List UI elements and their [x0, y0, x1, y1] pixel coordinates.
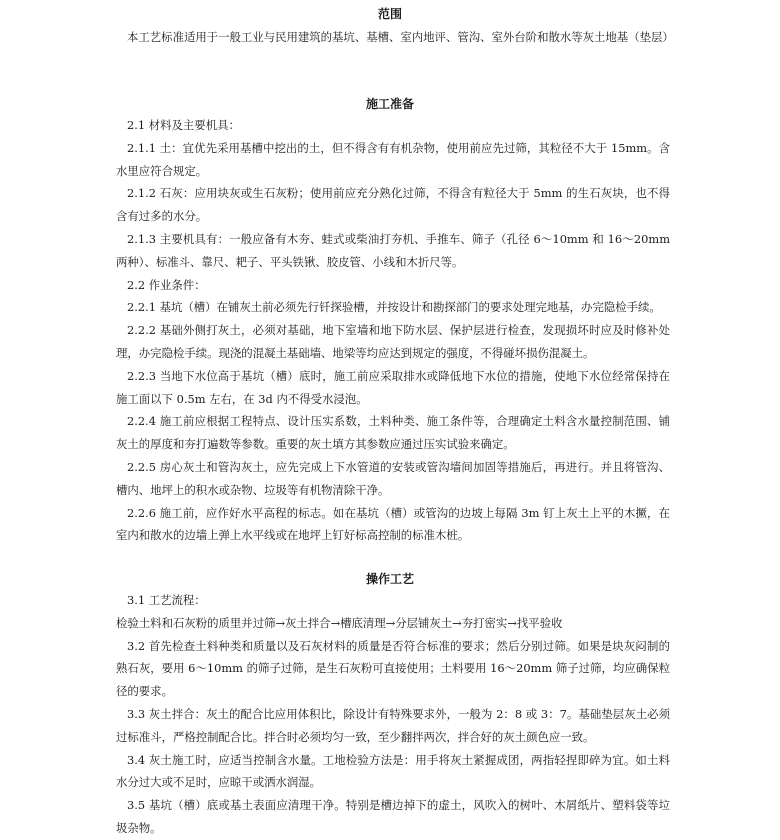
para-2-2-2: 2.2.2 基础外侧打灰土，必须对基础，地下室墙和地下防水层、保护层进行检查，发现损坏时应及时修补处理，办完隐检手续。现浇的混凝土基础墙、地梁等均应达到规定的强度，不得碰坏损伤混凝土。: [116, 323, 670, 360]
para-2-2-6: 2.2.6 施工前，应作好水平高程的标志。如在基坑（槽）或管沟的边坡上每隔 3m 钉上灰土上平的木撅，在室内和散水的边墙上弹上水平线或在地坪上钉好标高控制的标准木桩。: [116, 505, 670, 543]
process-flow: 检验土料和石灰粉的质里并过筛→灰土拌合→槽底清理→分层铺灰土→夯打密实→找平验收: [116, 615, 563, 630]
para-2-2-1: 2.2.1 基坑（槽）在铺灰土前必须先行钎探验槽，并按设计和勘探部门的要求处理完地基，办完隐检手续。: [127, 300, 661, 315]
prep-block: [116, 114, 670, 547]
section-title-scope: 范围: [377, 7, 402, 21]
ops-block: [116, 589, 670, 840]
para-3-5: 3.5 基坑（槽）底或基土表面应清理干净。特别是槽边掉下的虚土，风吹入的树叶、木屑纸片、塑料袋等垃圾杂物。: [116, 798, 670, 835]
para-2-2-5: 2.2.5 房心灰土和管沟灰土，应先完成上下水管道的安装或管沟墙间加固等措施后，再进行。并且将管沟、槽内、地坪上的积水或杂物、垃圾等有机物清除干净。: [116, 459, 670, 497]
para-2-2-4: 2.2.4 施工前应根据工程特点、设计压实系数，土料种类、施工条件等，合理确定土料含水量控制范围、铺灰土的厚度和夯打遍数等参数。重要的灰土填方其参数应通过压实试验来确定。: [116, 414, 670, 452]
para-2-2-3: 2.2.3 当地下水位高于基坑（槽）底时，施工前应采取排水或降低地下水位的措施，使地下水位经常保持在施工面以下 0.5m 左右，在 3d 内不得受水浸泡。: [116, 368, 670, 406]
para-2-1-3: 2.1.3 主要机具有：一般应备有木夯、蛙式或柴油打夯机、手推车、筛子（孔径 6～10mm 和 16～20mm 两种）、标准斗、靠尺、耙子、平头铁锹、胶皮管、小线和木折尺等。: [116, 231, 670, 269]
section-title-ops: 操作工艺: [365, 572, 414, 586]
para-3-4: 3.4 灰土施工时，应适当控制含水量。工地检验方法是：用手将灰土紧握成团，两指轻捏即碎为宜。如土料水分过大或不足时，应晾干或洒水润湿。: [116, 752, 670, 790]
para-3-3: 3.3 灰土拌合：灰土的配合比应用体积比，除设计有特殊要求外，一般为 2：8 或 3：7。基础垫层灰土必须过标准斗，严格控制配合比。拌合时必须均匀一致，至少翻拌两次，拌合好的灰土颜色应一致。: [116, 706, 670, 744]
para-2-1-1: 2.1.1 土：宜优先采用基槽中挖出的土，但不得含有有机杂物，使用前应先过筛，其粒径不大于 15mm。含水里应符合规定。: [116, 140, 670, 178]
scope-block: [116, 26, 674, 49]
para-2-1: 2.1 材料及主要机具：: [127, 118, 240, 132]
section-title-prep: 施工准备: [365, 97, 414, 111]
para-2-2: 2.2 作业条件：: [127, 277, 206, 292]
para-3-1: 3.1 工艺流程：: [127, 593, 206, 607]
scope-paragraph: 本工艺标准适用于一般工业与民用建筑的基坑、基槽、室内地评、管沟、室外台阶和散水等灰土地基（垫层）: [127, 30, 674, 44]
para-3-2: 3.2 首先检查土料种类和质量以及石灰材料的质量是否符合标准的要求；然后分别过筛。如果是块灰闷制的熟石灰，要用 6～10mm 的筛子过筛，是生石灰粉可直接使用；土料要用 16～20mm 筛子过筛，均应确保粒径的要求。: [116, 638, 670, 699]
para-2-1-2: 2.1.2 石灰：应用块灰或生石灰粉；使用前应充分熟化过筛，不得含有粒径大于 5mm 的生石灰块，也不得含有过多的水分。: [116, 186, 670, 224]
